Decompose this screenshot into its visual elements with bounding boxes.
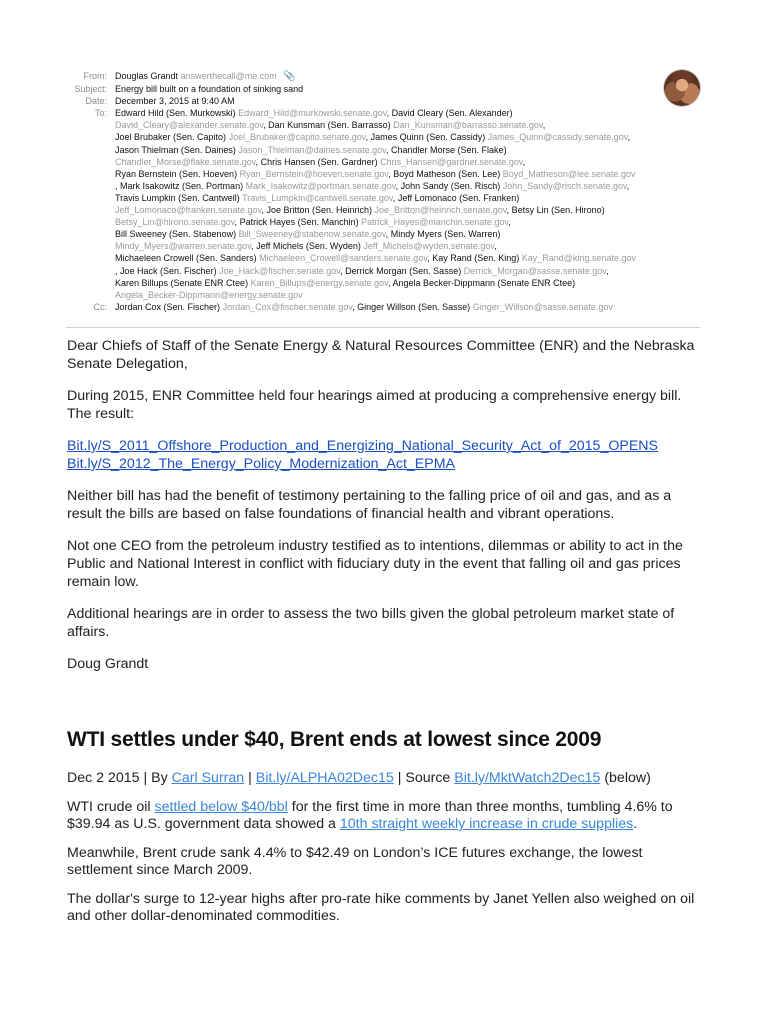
separator: , — [385, 144, 389, 155]
article-headline: WTI settles under $40, Brent ends at lowest since 2009 — [67, 728, 602, 751]
separator: , — [251, 241, 254, 252]
recipient-line[interactable] — [115, 107, 705, 119]
recipient-email[interactable]: Angela_Becker-Dippmann@energy.senate.gov — [115, 289, 303, 300]
separator: , — [395, 180, 399, 191]
recipient-line[interactable] — [115, 265, 705, 277]
separator: , — [606, 265, 609, 276]
recipient-name[interactable]: Joe Britton (Sen. Heinrich) — [266, 205, 372, 216]
alpha-link[interactable]: Bit.ly/ALPHA02Dec15 — [255, 770, 394, 786]
recipient-line[interactable] — [115, 119, 705, 131]
separator: , — [352, 301, 355, 312]
separator: , — [506, 205, 510, 216]
recipient-line[interactable] — [115, 131, 705, 143]
cc-list[interactable] — [115, 301, 705, 313]
separator: , — [340, 265, 343, 276]
recipient-name[interactable]: Jason Thielman (Sen. Daines) — [115, 144, 236, 155]
recipient-name[interactable]: Michaeleen Crowell (Sen. Sanders) — [115, 253, 257, 264]
separator: , — [542, 120, 546, 131]
separator: , — [494, 241, 497, 252]
separator: , — [627, 132, 631, 143]
recipient-email[interactable]: Karen_Billups@energy.senate.gov — [250, 277, 388, 288]
recipient-name[interactable]: Derrick Morgan (Sen. Sasse) — [345, 265, 462, 276]
subject-label: Subject: — [74, 84, 107, 95]
separator: , — [385, 229, 389, 240]
recipient-line[interactable] — [115, 156, 705, 168]
article-paragraph-1 — [67, 799, 707, 833]
separator: , — [387, 277, 391, 288]
crude-supplies-link[interactable]: 10th straight weekly increase in crude supplies — [339, 816, 634, 832]
recipient-name[interactable]: Joe Hack (Sen. Fischer) — [120, 265, 217, 276]
recipient-list[interactable] — [115, 107, 705, 301]
from-row — [0, 70, 768, 83]
recipient-name[interactable]: James Quinn (Sen. Cassidy) — [370, 132, 486, 143]
to-label: To: — [94, 108, 107, 119]
bill-links — [67, 437, 707, 473]
p1-text-b: for the first time in more than three months, tumbling 4.6% to $39.94 as U.S. government data showed a — [67, 799, 673, 832]
recipient-email[interactable]: James_Quinn@cassidy.senate.gov — [487, 132, 628, 143]
recipient-email[interactable]: Joe_Britton@heinrich.senate.gov — [374, 205, 507, 216]
signature: Doug Grandt — [67, 656, 149, 672]
recipient-name[interactable]: Kay Rand (Sen. King) — [432, 253, 520, 264]
separator: , — [427, 253, 430, 264]
recipient-email[interactable]: Derrick_Morgan@sasse.senate.gov — [463, 265, 607, 276]
greeting: Dear Chiefs of Staff of the Senate Energy & Natural Resources Committee (ENR) and the Nebraska Senate Delegation, — [67, 338, 695, 372]
separator: , — [365, 132, 369, 143]
recipient-name[interactable]: John Sandy (Sen. Risch) — [400, 180, 501, 191]
paragraph-3: Not one CEO from the petroleum industry testified as to intentions, dilemmas or ability to act in the Public and National Interest in conflict with fiduciary duty in the event that falling oil and gas prices remain low. — [67, 538, 683, 590]
recipient-name[interactable]: Jordan Cox (Sen. Fischer) — [115, 301, 221, 312]
recipient-name[interactable]: Betsy Lin (Sen. Hirono) — [511, 205, 605, 216]
recipient-name[interactable]: Jeff Lomonaco (Sen. Franken) — [397, 192, 520, 203]
cc-line[interactable] — [115, 301, 705, 313]
recipient-line[interactable] — [115, 216, 705, 228]
recipient-email[interactable]: Joel_Brubaker@capito.senate.gov — [228, 132, 366, 143]
recipient-line[interactable] — [115, 180, 705, 192]
recipient-email[interactable]: Boyd_Matheson@lee.senate.gov — [502, 168, 636, 179]
recipient-name[interactable]: Edward Hild (Sen. Murkowski) — [115, 108, 236, 119]
recipient-email[interactable]: Chris_Hansen@gardner.senate.gov — [380, 156, 523, 167]
sender-avatar[interactable] — [664, 70, 700, 106]
recipient-line[interactable] — [115, 192, 705, 204]
recipient-line[interactable] — [115, 204, 705, 216]
date-row — [0, 95, 768, 107]
separator: , — [234, 217, 238, 228]
byline — [67, 770, 707, 787]
to-row — [0, 107, 768, 301]
recipient-email[interactable]: Travis_Lumpkin@cantwell.senate.gov — [242, 192, 393, 203]
separator: , — [261, 205, 264, 216]
recipient-email[interactable]: Jeff_Lomonaco@franken.senate.gov — [115, 205, 262, 216]
recipient-email[interactable]: Kay_Rand@king.senate.gov — [521, 253, 636, 264]
recipient-email[interactable]: John_Sandy@risch.senate.gov — [502, 180, 627, 191]
recipient-name[interactable]: Mindy Myers (Sen. Warren) — [390, 229, 501, 240]
separator: , — [255, 156, 259, 167]
sender-email[interactable]: answerthecall@me.com — [180, 71, 277, 81]
article-paragraph-2: Meanwhile, Brent crude sank 4.4% to $42.49 on London’s ICE futures exchange, the lowest settlement since March 2009. — [67, 845, 643, 878]
paperclip-icon: 📎 — [283, 71, 296, 82]
from-label: From: — [83, 71, 107, 81]
recipient-email[interactable]: Joe_Hack@fischer.senate.gov — [219, 265, 341, 276]
cc-row — [0, 301, 768, 313]
recipient-email[interactable]: Jeff_Michels@wyden.senate.gov — [363, 241, 495, 252]
separator: , — [386, 108, 390, 119]
paragraph-4: Additional hearings are in order to assess the two bills given the global petroleum market state of affairs. — [67, 606, 675, 640]
paragraph-2: Neither bill has had the benefit of testimony pertaining to the falling price of oil and gas, and as a result the bills are based on false foundations of financial health and vibrant operations. — [67, 488, 672, 522]
byline-sep: | — [244, 770, 256, 786]
header-divider — [66, 327, 700, 328]
recipient-name[interactable]: David Cleary (Sen. Alexander) — [391, 108, 513, 119]
recipient-name[interactable]: Boyd Matheson (Sen. Lee) — [393, 168, 501, 179]
recipient-name[interactable]: Mark Isakowitz (Sen. Portman) — [120, 180, 244, 191]
separator: , — [508, 217, 511, 228]
recipient-name[interactable]: Ginger Willson (Sen. Sasse) — [357, 301, 471, 312]
date-text: December 3, 2015 at 9:40 AM — [115, 96, 235, 107]
separator: , — [115, 265, 118, 276]
mktwatch-link[interactable]: Bit.ly/MktWatch2Dec15 — [454, 770, 601, 786]
recipient-name[interactable]: Ryan Bernstein (Sen. Hoeven) — [115, 168, 238, 179]
separator: , — [522, 156, 526, 167]
recipient-line[interactable] — [115, 289, 705, 301]
subject-text: Energy bill built on a foundation of sinking sand — [115, 84, 304, 95]
email-body — [67, 337, 707, 687]
recipient-name[interactable]: Jeff Michels (Sen. Wyden) — [256, 241, 361, 252]
source-label: | Source — [393, 770, 455, 786]
recipient-email[interactable]: Dan_Kunsman@barrasso.senate.gov — [393, 120, 543, 131]
recipient-name[interactable]: Joel Brubaker (Sen. Capito) — [115, 132, 227, 143]
recipient-email[interactable]: Michaeleen_Crowell@sanders.senate.gov — [259, 253, 428, 264]
email-header — [0, 70, 768, 313]
recipient-line[interactable] — [115, 144, 705, 156]
recipient-line[interactable] — [115, 277, 705, 289]
recipient-name[interactable]: Karen Billups (Senate ENR Ctee) — [115, 277, 249, 288]
recipient-line[interactable] — [115, 228, 705, 240]
separator: , — [392, 192, 396, 203]
recipient-email[interactable]: Patrick_Hayes@manchin.senate.gov — [361, 217, 509, 228]
epma-link[interactable]: Bit.ly/S_2012_The_Energy_Policy_Modernization_Act_EPMA — [67, 456, 456, 472]
recipient-name[interactable]: Patrick Hayes (Sen. Manchin) — [239, 217, 359, 228]
byline-date: Dec 2 2015 | By — [67, 770, 172, 786]
article-paragraph-3: The dollar's surge to 12-year highs after pro-rate hike comments by Janet Yellen also weighed on oil and other dollar-denominated commodities. — [67, 891, 695, 924]
recipient-line[interactable] — [115, 240, 705, 252]
recipient-email[interactable]: Jason_Thielman@daines.senate.gov — [238, 144, 386, 155]
recipient-name[interactable]: Bill Sweeney (Sen. Stabenow) — [115, 229, 237, 240]
separator: , — [263, 120, 266, 131]
subject-row — [0, 83, 768, 95]
recipient-email[interactable]: Edward_Hild@murkowski.senate.gov — [238, 108, 387, 119]
recipient-email[interactable]: Ryan_Bernstein@hoeven.senate.gov — [239, 168, 389, 179]
article-body — [67, 770, 707, 937]
recipient-email[interactable]: Ginger_Willson@sasse.senate.gov — [472, 301, 613, 312]
recipient-email[interactable]: Mindy_Myers@warren.senate.gov — [115, 241, 252, 252]
opens-act-link[interactable]: Bit.ly/S_2011_Offshore_Production_and_Energizing_National_Security_Act_of_2015_OPENS — [67, 438, 659, 454]
recipient-name[interactable]: Chandler Morse (Sen. Flake) — [391, 144, 507, 155]
recipient-email[interactable]: Mark_Isakowitz@portman.senate.gov — [245, 180, 396, 191]
recipient-line[interactable] — [115, 252, 705, 264]
source-suffix: (below) — [600, 770, 651, 786]
cc-label: Cc: — [93, 301, 107, 312]
recipient-email[interactable]: David_Cleary@alexander.senate.gov — [115, 120, 264, 131]
separator: , — [115, 180, 118, 191]
recipient-name[interactable]: Dan Kunsman (Sen. Barrasso) — [268, 120, 391, 131]
author-link[interactable]: Carl Surran — [171, 770, 245, 786]
recipient-name[interactable]: Chris Hansen (Sen. Gardner) — [260, 156, 378, 167]
date-label: Date: — [85, 96, 107, 107]
paragraph-1: During 2015, ENR Committee held four hearings aimed at producing a comprehensive energy bill. The result: — [67, 388, 682, 422]
p1-text-c: . — [633, 816, 638, 832]
recipient-name[interactable]: Angela Becker-Dippmann (Senate ENR Ctee) — [392, 277, 576, 288]
recipient-email[interactable]: Chandler_Morse@flake.senate.gov — [115, 156, 256, 167]
recipient-name[interactable]: Travis Lumpkin (Sen. Cantwell) — [115, 192, 240, 203]
sender-name[interactable]: Douglas Grandt — [115, 71, 179, 81]
recipient-line[interactable] — [115, 168, 705, 180]
p1-text-a: WTI crude oil — [67, 799, 155, 815]
settled-link[interactable]: settled below $40/bbl — [154, 799, 288, 815]
recipient-email[interactable]: Jordan_Cox@fischer.senate.gov — [222, 301, 353, 312]
separator: , — [388, 168, 391, 179]
separator: , — [626, 180, 630, 191]
recipient-email[interactable]: Betsy_Lin@hirono.senate.gov — [115, 217, 235, 228]
recipient-email[interactable]: Bill_Sweeney@stabenow.senate.gov — [238, 229, 386, 240]
